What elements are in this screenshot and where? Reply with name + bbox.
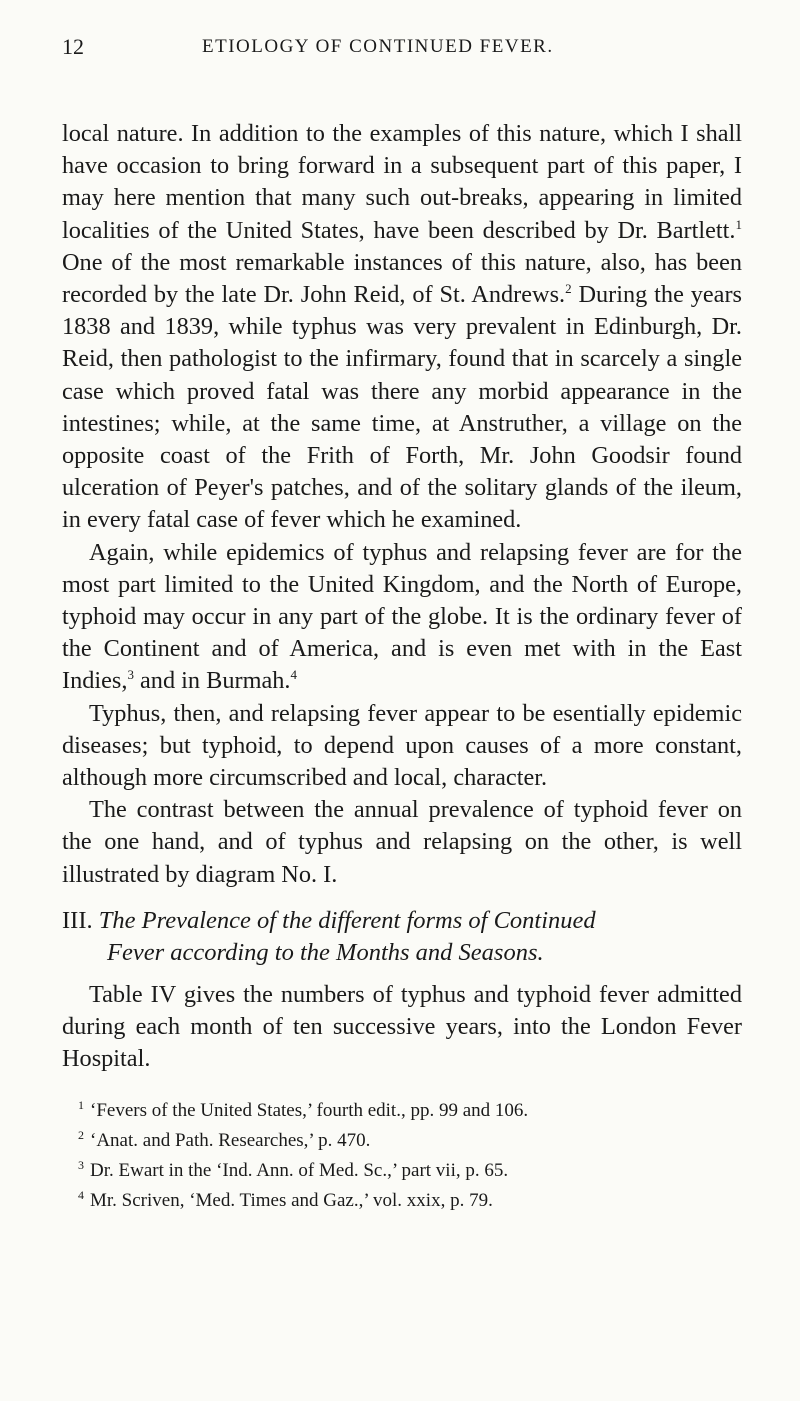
section-title-line-2: Fever according to the Months and Seasons. xyxy=(107,938,544,966)
section-number: III. xyxy=(62,906,93,934)
paragraph-2: Again, while epidemics of typhus and relapsing fever are for the most part limited to the United Kingdom, and the North of Europe, typhoid may occur in any part of the globe. It is the ordinary fever of the Continent and of America, and is even met with in the East Indies,$^3$ and in Burmah.$^4$ xyxy=(62,538,742,695)
page-number: 12 xyxy=(62,34,84,59)
footnote-ref-3[interactable]: 3 xyxy=(127,667,134,683)
section-title-line-1: The Prevalence of the different forms of Continued xyxy=(98,906,596,934)
footnote-ref-1[interactable]: 1 xyxy=(735,216,742,232)
footnote-ref-4[interactable]: 4 xyxy=(290,667,298,683)
footnote-1: $^1$ ‘Fevers of the United States,’ fourth edit., pp. 99 and 106. xyxy=(78,1098,529,1122)
paragraph-4: The contrast between the annual prevalence of typhoid fever on the one hand, and of typhus and relapsing on the other, is well illustrated by diagram No. I. xyxy=(62,796,742,888)
running-title: ETIOLOGY OF CONTINUED FEVER. xyxy=(202,36,554,57)
footnote-2: $^2$ ‘Anat. and Path. Researches,’ p. 470. xyxy=(78,1128,371,1152)
footnotes xyxy=(62,1093,742,1213)
footnote-4: $^4$ Mr. Scriven, ‘Med. Times and Gaz.,’ vol. xxix, p. 79. xyxy=(78,1188,493,1212)
paragraph-1: local nature. In addition to the examples of this nature, which I shall have occasion to bring forward in a subsequent part of this paper, I may here mention that many such out-breaks, appearing in limited localities of the United States, have been described by Dr. Bartlett.$^1$ One of the most remarkable instances of this nature, also, has been recorded by the late Dr. John Reid, of St. Andrews.$^2$ During the years 1838 and 1839, while typhus was very prevalent in Edinburgh, Dr. Reid, then pathologist to the infirmary, found that in scarcely a single case which proved fatal was there any morbid appearance in the intestines; while, at the same time, at Anstruther, a village on the opposite coast of the Frith of Forth, Mr. John Goodsir found ulceration of Peyer's patches, and of the solitary glands of the ileum, in every fatal case of fever which he examined. xyxy=(62,120,742,534)
footnote-ref-2[interactable]: 2 xyxy=(565,281,572,297)
running-head xyxy=(62,34,742,70)
paragraph-3: Typhus, then, and relapsing fever appear to be esentially epidemic diseases; but typhoid, to depend upon causes of a more constant, although more circumscribed and local, character. xyxy=(62,699,742,792)
section-paragraph: Table IV gives the numbers of typhus and typhoid fever admitted during each month of ten successive years, into the London Fever Hospital. xyxy=(62,980,742,1073)
section-heading xyxy=(62,905,742,969)
footnote-3: $^3$ Dr. Ewart in the ‘Ind. Ann. of Med. Sc.,’ part vii, p. 65. xyxy=(78,1158,509,1182)
body-text xyxy=(62,118,742,1075)
